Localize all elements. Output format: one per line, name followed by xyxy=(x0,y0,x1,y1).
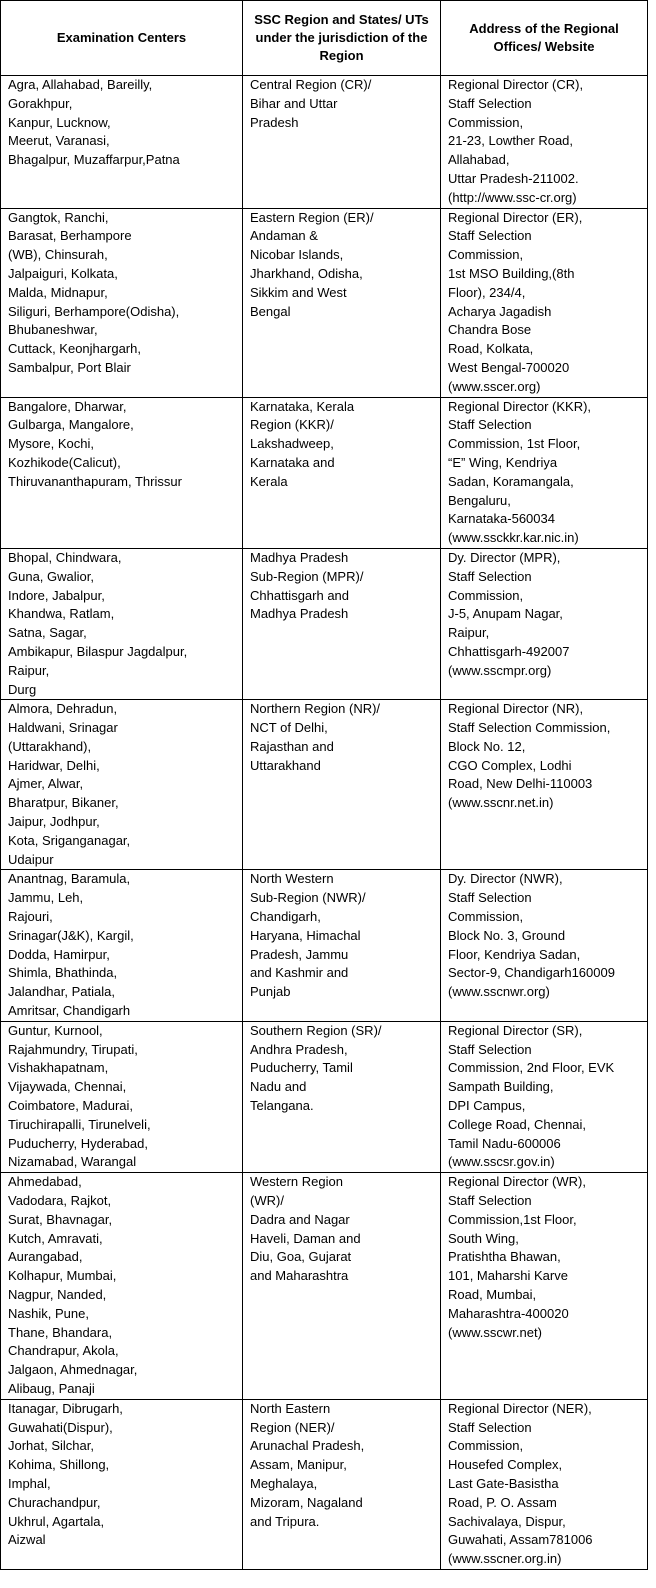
cell-line: Staff Selection xyxy=(448,1041,532,1057)
cell-line: Bhopal, Chindwara, xyxy=(8,549,122,565)
cell-line: Haveli, Daman and xyxy=(250,1230,361,1246)
cell-line: Staff Selection xyxy=(448,1193,532,1209)
cell-line: Telangana. xyxy=(250,1098,314,1114)
cell-line: Meghalaya, xyxy=(250,1475,318,1491)
cell-line: Bhubaneshwar, xyxy=(8,322,98,338)
centers-cell xyxy=(1,1021,243,1172)
centers-cell xyxy=(1,397,243,548)
cell-line: Sadan, Koramangala, xyxy=(448,473,574,489)
cell-line: CGO Complex, Lodhi xyxy=(448,757,572,773)
cell-line: Churachandpur, xyxy=(8,1494,101,1510)
centers-cell xyxy=(1,1399,243,1569)
cell-line: Arunachal Pradesh, xyxy=(250,1438,365,1454)
cell-line: North Eastern xyxy=(250,1400,331,1416)
table-row xyxy=(1,870,648,1021)
cell-line: Regional Director (CR), xyxy=(448,77,584,92)
cell-line: Commission, xyxy=(448,587,524,603)
region-cell xyxy=(243,548,441,699)
cell-line: Housefed Complex, xyxy=(448,1457,563,1473)
table-row xyxy=(1,76,648,209)
region-cell xyxy=(243,870,441,1021)
cell-line: Ukhrul, Agartala, xyxy=(8,1513,105,1529)
cell-line: Durg xyxy=(8,681,37,697)
cell-line: Lakshadweep, xyxy=(250,436,334,452)
cell-line: DPI Campus, xyxy=(448,1098,526,1114)
cell-line: Sikkim and West xyxy=(250,284,347,300)
cell-line: Gorakhpur, xyxy=(8,95,73,111)
table-row xyxy=(1,208,648,397)
cell-line: Ambikapur, Bilaspur Jagdalpur, xyxy=(8,643,188,659)
cell-line: Meerut, Varanasi, xyxy=(8,133,110,149)
cell-line: Floor, Kendriya Sadan, xyxy=(448,946,581,962)
cell-line: Maharashtra-400020 xyxy=(448,1305,569,1321)
cell-line: Barasat, Berhampore xyxy=(8,228,132,244)
cell-line: Jammu, Leh, xyxy=(8,890,84,906)
cell-line: Assam, Manipur, xyxy=(250,1457,347,1473)
cell-line: Amritsar, Chandigarh xyxy=(8,1003,131,1019)
cell-line: (www.sscer.org) xyxy=(448,378,541,394)
cell-line: Gangtok, Ranchi, xyxy=(8,209,109,225)
cell-line: Tiruchirapalli, Tirunelveli, xyxy=(8,1116,151,1132)
cell-line: Aurangabad, xyxy=(8,1249,83,1265)
cell-line: Punjab xyxy=(250,984,291,1000)
cell-line: (WR)/ xyxy=(250,1193,284,1209)
cell-line: Nicobar Islands, xyxy=(250,247,344,263)
cell-line: Jorhat, Silchar, xyxy=(8,1438,94,1454)
cell-line: Sector-9, Chandigarh160009 xyxy=(448,965,615,981)
cell-line: Itanagar, Dibrugarh, xyxy=(8,1400,123,1416)
cell-line: Region (NER)/ xyxy=(250,1419,335,1435)
cell-line: Jharkhand, Odisha, xyxy=(250,265,363,281)
cell-line: College Road, Chennai, xyxy=(448,1116,587,1132)
cell-line: Anantnag, Baramula, xyxy=(8,871,131,887)
table-row xyxy=(1,700,648,870)
cell-line: Coimbatore, Madurai, xyxy=(8,1098,133,1114)
address-cell xyxy=(441,1399,648,1569)
cell-line: Kolhapur, Mumbai, xyxy=(8,1268,117,1284)
cell-line: Bengal xyxy=(250,303,291,319)
cell-line: Regional Director (ER), xyxy=(448,209,583,225)
region-cell xyxy=(243,700,441,870)
cell-line: Chandigarh, xyxy=(250,909,321,925)
centers-cell xyxy=(1,208,243,397)
cell-line: Mizoram, Nagaland xyxy=(250,1494,363,1510)
cell-line: Rajouri, xyxy=(8,909,53,925)
cell-line: Commission, xyxy=(448,247,524,263)
cell-line: (www.sscsr.gov.in) xyxy=(448,1154,555,1170)
cell-line: Tamil Nadu-600006 xyxy=(448,1135,561,1151)
cell-line: Staff Selection xyxy=(448,890,532,906)
cell-line: Puducherry, Hyderabad, xyxy=(8,1135,148,1151)
cell-line: Shimla, Bhathinda, xyxy=(8,965,118,981)
address-cell xyxy=(441,208,648,397)
cell-line: North Western xyxy=(250,871,334,887)
cell-line: Vijaywada, Chennai, xyxy=(8,1079,127,1095)
cell-line: Kutch, Amravati, xyxy=(8,1230,103,1246)
cell-line: 21-23, Lowther Road, xyxy=(448,133,574,149)
cell-line: Commission, xyxy=(448,114,524,130)
cell-line: Imphal, xyxy=(8,1475,51,1491)
cell-line: Guntur, Kurnool, xyxy=(8,1022,103,1038)
cell-line: Kozhikode(Calicut), xyxy=(8,454,121,470)
cell-line: Region (KKR)/ xyxy=(250,417,334,433)
cell-line: Chandra Bose xyxy=(448,322,532,338)
cell-line: Dodda, Hamirpur, xyxy=(8,946,110,962)
cell-line: Agra, Allahabad, Bareilly, xyxy=(8,77,153,92)
cell-line: Rajasthan and xyxy=(250,738,334,754)
cell-line: Gulbarga, Mangalore, xyxy=(8,417,134,433)
address-cell xyxy=(441,1021,648,1172)
address-cell xyxy=(441,548,648,699)
cell-line: Raipur, xyxy=(8,662,50,678)
cell-line: Malda, Midnapur, xyxy=(8,284,108,300)
cell-line: Commission, xyxy=(448,1438,524,1454)
centers-cell xyxy=(1,700,243,870)
cell-line: Kerala xyxy=(250,473,288,489)
cell-line: (www.sscner.org.in) xyxy=(448,1551,562,1567)
cell-line: (WB), Chinsurah, xyxy=(8,247,108,263)
region-cell xyxy=(243,1173,441,1400)
cell-line: (www.sscnwr.org) xyxy=(448,984,550,1000)
cell-line: Bengaluru, xyxy=(448,492,511,508)
cell-line: Mysore, Kochi, xyxy=(8,436,94,452)
cell-line: Sambalpur, Port Blair xyxy=(8,359,131,375)
header-row xyxy=(1,1,648,76)
cell-line: Staff Selection xyxy=(448,228,532,244)
cell-line: Haridwar, Delhi, xyxy=(8,757,100,773)
cell-line: Vishakhapatnam, xyxy=(8,1060,109,1076)
cell-line: Sub-Region (MPR)/ xyxy=(250,568,364,584)
address-cell xyxy=(441,870,648,1021)
cell-line: Last Gate-Basistha xyxy=(448,1475,559,1491)
header-examination-centers: Examination Centers xyxy=(1,1,243,76)
region-cell xyxy=(243,208,441,397)
cell-line: Srinagar(J&K), Kargil, xyxy=(8,927,134,943)
cell-line: (http://www.ssc-cr.org) xyxy=(448,189,577,205)
cell-line: Eastern Region (ER)/ xyxy=(250,209,374,225)
region-cell xyxy=(243,397,441,548)
cell-line: Chandrapur, Akola, xyxy=(8,1343,119,1359)
cell-line: Karnataka, Kerala xyxy=(250,398,355,414)
cell-line: West Bengal-700020 xyxy=(448,359,570,375)
cell-line: Ahmedabad, xyxy=(8,1174,82,1190)
cell-line: Indore, Jabalpur, xyxy=(8,587,105,603)
cell-line: Ajmer, Alwar, xyxy=(8,776,84,792)
cell-line: Road, Kolkata, xyxy=(448,341,534,357)
cell-line: Uttar Pradesh-211002. xyxy=(448,170,579,186)
cell-line: Thane, Bhandara, xyxy=(8,1324,113,1340)
cell-line: Karnataka and xyxy=(250,454,335,470)
cell-line: NCT of Delhi, xyxy=(250,720,328,736)
cell-line: Chhattisgarh-492007 xyxy=(448,643,570,659)
centers-cell xyxy=(1,870,243,1021)
cell-line: Road, New Delhi-110003 xyxy=(448,776,593,792)
table-row xyxy=(1,1021,648,1172)
cell-line: Madhya Pradesh xyxy=(250,549,349,565)
cell-line: Jaipur, Jodhpur, xyxy=(8,814,100,830)
cell-line: Haldwani, Srinagar xyxy=(8,720,118,736)
cell-line: Almora, Dehradun, xyxy=(8,701,118,717)
cell-line: Khandwa, Ratlam, xyxy=(8,606,115,622)
table-row xyxy=(1,397,648,548)
table-row xyxy=(1,1399,648,1569)
cell-line: Acharya Jagadish xyxy=(448,303,552,319)
cell-line: Andaman & xyxy=(250,228,318,244)
address-cell xyxy=(441,76,648,209)
cell-line: Staff Selection xyxy=(448,417,532,433)
cell-line: South Wing, xyxy=(448,1230,519,1246)
centers-cell xyxy=(1,1173,243,1400)
cell-line: Siliguri, Berhampore(Odisha), xyxy=(8,303,180,319)
cell-line: Staff Selection xyxy=(448,568,532,584)
cell-line: “E” Wing, Kendriya xyxy=(448,454,558,470)
cell-line: Pradesh, Jammu xyxy=(250,946,349,962)
cell-line: Commission, 1st Floor, xyxy=(448,436,581,452)
cell-line: Road, Mumbai, xyxy=(448,1287,537,1302)
cell-line: Surat, Bhavnagar, xyxy=(8,1211,113,1227)
cell-line: Northern Region (NR)/ xyxy=(250,701,381,717)
cell-line: Regional Director (KKR), xyxy=(448,398,592,414)
cell-line: 1st MSO Building,(8th xyxy=(448,265,575,281)
cell-line: Andhra Pradesh, xyxy=(250,1041,348,1057)
region-cell xyxy=(243,1399,441,1569)
region-cell xyxy=(243,1021,441,1172)
cell-line: Allahabad, xyxy=(448,152,510,168)
cell-line: Satna, Sagar, xyxy=(8,625,87,641)
address-cell xyxy=(441,1173,648,1400)
cell-line: Nadu and xyxy=(250,1079,307,1095)
cell-line: Bangalore, Dharwar, xyxy=(8,398,127,414)
cell-line: Nashik, Pune, xyxy=(8,1305,89,1321)
cell-line: Thiruvananthapuram, Thrissur xyxy=(8,473,182,489)
cell-line: Sub-Region (NWR)/ xyxy=(250,890,366,906)
centers-cell xyxy=(1,76,243,209)
cell-line: Regional Director (WR), xyxy=(448,1174,586,1190)
centers-cell xyxy=(1,548,243,699)
cell-line: (Uttarakhand), xyxy=(8,738,92,754)
cell-line: Commission, 2nd Floor, EVK xyxy=(448,1060,615,1076)
cell-line: Aizwal xyxy=(8,1532,46,1548)
cell-line: Jalpaiguri, Kolkata, xyxy=(8,265,118,281)
cell-line: Cuttack, Keonjhargarh, xyxy=(8,341,141,357)
cell-line: Southern Region (SR)/ xyxy=(250,1022,382,1038)
header-ssc-region: SSC Region and States/ UTs under the jurisdiction of the Region xyxy=(243,1,441,76)
cell-line: Kohima, Shillong, xyxy=(8,1457,110,1473)
cell-line: Karnataka-560034 xyxy=(448,511,555,527)
cell-line: Udaipur xyxy=(8,851,54,867)
cell-line: Haryana, Himachal xyxy=(250,927,361,943)
cell-line: Nagpur, Nanded, xyxy=(8,1287,107,1302)
cell-line: Jalandhar, Patiala, xyxy=(8,984,115,1000)
cell-line: Block No. 12, xyxy=(448,738,526,754)
region-cell xyxy=(243,76,441,209)
cell-line: Jalgaon, Ahmednagar, xyxy=(8,1362,138,1378)
cell-line: Diu, Goa, Gujarat xyxy=(250,1249,352,1265)
cell-line: Road, P. O. Assam xyxy=(448,1494,557,1510)
cell-line: and Maharashtra xyxy=(250,1268,349,1284)
cell-line: 101, Maharshi Karve xyxy=(448,1268,568,1284)
cell-line: Uttarakhand xyxy=(250,757,321,773)
cell-line: Floor), 234/4, xyxy=(448,284,526,300)
cell-line: (www.ssckkr.kar.nic.in) xyxy=(448,530,579,546)
cell-line: Alibaug, Panaji xyxy=(8,1380,95,1396)
cell-line: Regional Director (NER), xyxy=(448,1400,592,1416)
cell-line: Dy. Director (MPR), xyxy=(448,549,561,565)
cell-line: Bihar and Uttar xyxy=(250,95,338,111)
cell-line: Kanpur, Lucknow, xyxy=(8,114,111,130)
cell-line: Puducherry, Tamil xyxy=(250,1060,353,1076)
cell-line: Dy. Director (NWR), xyxy=(448,871,563,887)
cell-line: Chhattisgarh and xyxy=(250,587,350,603)
cell-line: Staff Selection Commission, xyxy=(448,720,611,736)
cell-line: Bharatpur, Bikaner, xyxy=(8,795,119,811)
cell-line: Western Region xyxy=(250,1174,343,1190)
cell-line: Kota, Sriganganagar, xyxy=(8,832,131,848)
cell-line: Pradesh xyxy=(250,114,299,130)
cell-line: Raipur, xyxy=(448,625,490,641)
cell-line: Sampath Building, xyxy=(448,1079,554,1095)
cell-line: Sachivalaya, Dispur, xyxy=(448,1513,566,1529)
table-row xyxy=(1,548,648,699)
cell-line: Block No. 3, Ground xyxy=(448,927,566,943)
cell-line: Staff Selection xyxy=(448,1419,532,1435)
cell-line: and Kashmir and xyxy=(250,965,349,981)
cell-line: Bhagalpur, Muzaffarpur,Patna xyxy=(8,152,180,168)
table-row xyxy=(1,1173,648,1400)
address-cell xyxy=(441,397,648,548)
cell-line: Regional Director (SR), xyxy=(448,1022,583,1038)
cell-line: Guna, Gwalior, xyxy=(8,568,94,584)
cell-line: Vadodara, Rajkot, xyxy=(8,1193,112,1209)
cell-line: (www.sscwr.net) xyxy=(448,1324,542,1340)
cell-line: Pratishtha Bhawan, xyxy=(448,1249,561,1265)
cell-line: Regional Director (NR), xyxy=(448,701,584,717)
cell-line: and Tripura. xyxy=(250,1513,320,1529)
cell-line: Nizamabad, Warangal xyxy=(8,1154,137,1170)
cell-line: Guwahati(Dispur), xyxy=(8,1419,113,1435)
cell-line: Commission, xyxy=(448,909,524,925)
cell-line: Central Region (CR)/ xyxy=(250,77,372,92)
cell-line: (www.sscmpr.org) xyxy=(448,662,552,678)
cell-line: Madhya Pradesh xyxy=(250,606,349,622)
cell-line: Dadra and Nagar xyxy=(250,1211,350,1227)
cell-line: Staff Selection xyxy=(448,95,532,111)
cell-line: Rajahmundry, Tirupati, xyxy=(8,1041,138,1057)
address-cell xyxy=(441,700,648,870)
cell-line: (www.sscnr.net.in) xyxy=(448,795,554,811)
cell-line: Guwahati, Assam781006 xyxy=(448,1532,593,1548)
header-regional-address: Address of the Regional Offices/ Website xyxy=(441,1,648,76)
cell-line: Commission,1st Floor, xyxy=(448,1211,577,1227)
cell-line: J-5, Anupam Nagar, xyxy=(448,606,563,622)
